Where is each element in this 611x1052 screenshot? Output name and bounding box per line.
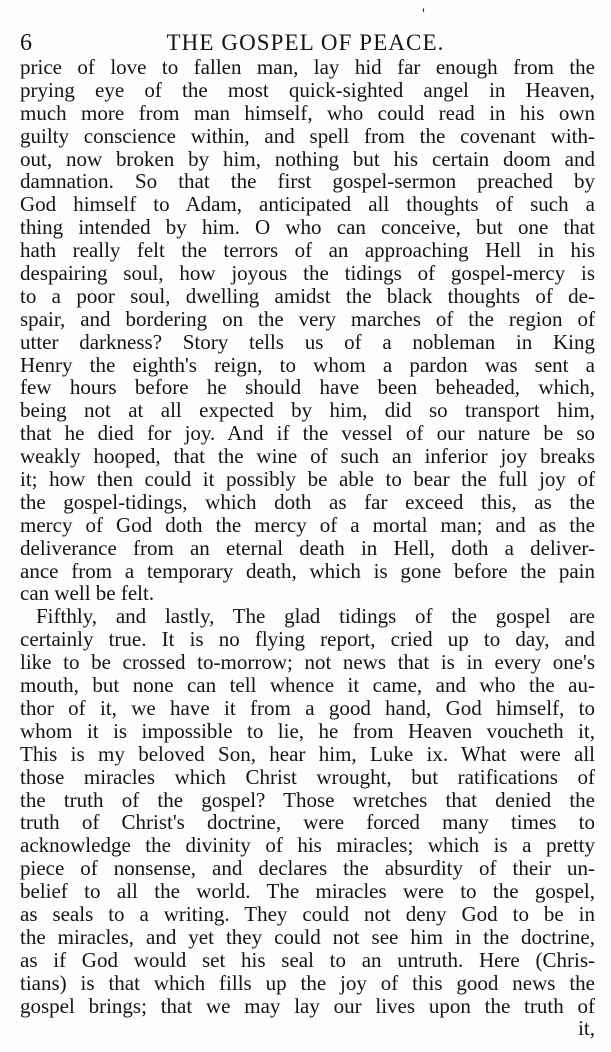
text-line: thing intended by him. O who can conceive, but one that [20,215,595,240]
text-line: utter darkness? Story tells us of a nobleman in King [20,329,595,354]
page-number: 6 [20,30,32,56]
text-line: prying eye of the most quick-sighted angel in Heaven, [20,77,595,102]
running-head: THE GOSPEL OF PEACE. [166,30,445,55]
text-line: much more from man himself, who could read in his own [20,100,595,125]
text-line: This is my beloved Son, hear him, Luke ix. What were all [20,741,595,766]
text-line: like to be crossed to-morrow; not news that is in every one's [20,650,595,675]
text-line: it; how then could it possibly be able to bear the full joy of [20,467,595,492]
text-line: as if God would set his seal to an untruth. Here (Chris- [20,947,595,972]
text-line: tians) is that which fills up the joy of this good news the [20,970,595,995]
text-line: price of love to fallen man, lay hid far enough from the [20,55,595,79]
text-line: being not at all expected by him, did so transport him, [20,398,595,423]
text-line: as seals to a writing. They could not deny God to be in [20,901,595,926]
text-line: the miracles, and yet they could not see him in the doctrine, [20,924,595,949]
text-line: acknowledge the divinity of his miracles; which is a pretty [20,833,595,858]
text-line: weakly hooped, that the wine of such an inferior joy breaks [20,444,595,469]
text-line: damnation. So that the first gospel-sermon preached by [20,169,595,194]
text-line: the gospel-tidings, which doth as far exceed this, as the [20,489,595,514]
text-line: piece of nonsense, and declares the absurdity of their un- [20,856,595,881]
text-line: to a poor soul, dwelling amidst the black thoughts of de- [20,283,595,308]
text-line: thor of it, we have it from a good hand, God himself, to [20,695,595,720]
text-line: God himself to Adam, anticipated all thoughts of such a [20,192,595,217]
text-line: ance from a temporary death, which is gone before the pain [20,558,595,583]
text-line: it, [578,1016,595,1041]
text-line: mercy of God doth the mercy of a mortal man; and as the [20,512,595,537]
text-line: out, now broken by him, nothing but his certain doom and [20,146,595,171]
text-line: guilty conscience within, and spell from the covenant with- [20,123,595,148]
text-line: Henry the eighth's reign, to whom a pardon was sent a [20,352,595,377]
text-line: few hours before he should have been beheaded, which, [20,375,595,400]
text-line: despairing soul, how joyous the tidings of gospel-mercy is [20,261,595,286]
body-text [20,56,595,1040]
text-line: truth of Christ's doctrine, were forced many times to [20,810,595,835]
text-line: certainly true. It is no flying report, cried up to day, and [20,627,595,652]
text-line: that he died for joy. And if the vessel of our nature be so [20,421,595,446]
text-line: hath really felt the terrors of an approaching Hell in his [20,238,595,263]
text-line: Fifthly, and lastly, The glad tidings of the gospel are [36,604,595,629]
text-line: mouth, but none can tell whence it came, and who the au- [20,673,595,698]
text-line: the truth of the gospel? Those wretches that denied the [20,787,595,812]
text-line: spair, and bordering on the very marches of the region of [20,306,595,331]
text-line: belief to all the world. The miracles were to the gospel, [20,879,595,904]
text-line: deliverance from an eternal death in Hell, doth a deliver- [20,535,595,560]
stray-ink-mark: ' [422,6,425,23]
text-line: can well be felt. [20,581,155,606]
text-line: gospel brings; that we may lay our lives upon the truth of [20,993,595,1018]
text-line: those miracles which Christ wrought, but ratifications of [20,764,595,789]
text-line: whom it is impossible to lie, he from Heaven voucheth it, [20,718,595,743]
